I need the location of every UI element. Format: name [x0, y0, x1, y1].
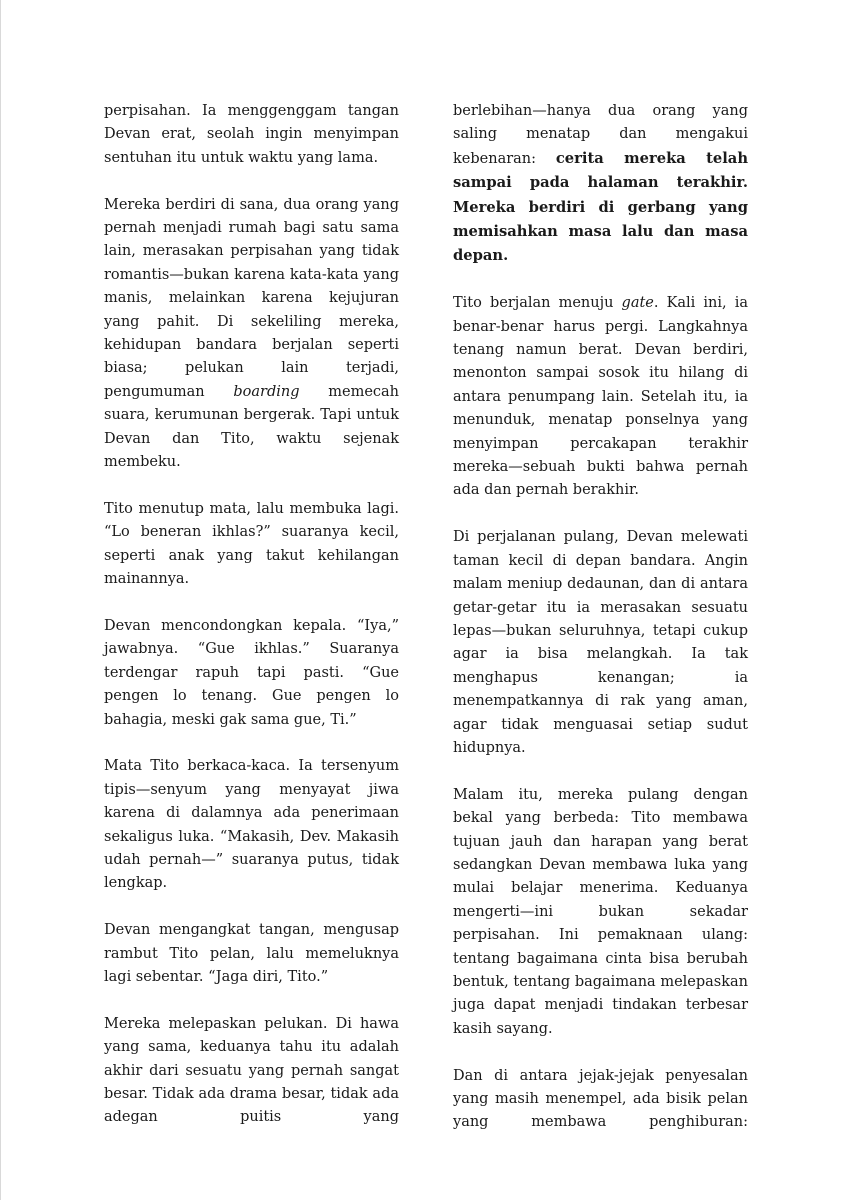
paragraph: Devan mencondongkan kepala. “Iya,” jawabnya. “Gue ikhlas.” Suaranya terdengar rapuh tapi pasti. “Gue pengen lo tenang. Gue pengen lo bahagia, meski gak sama gue, Ti.” [104, 617, 399, 728]
right-text-column [453, 100, 748, 1135]
paragraph: Di perjalanan pulang, Devan melewati taman kecil di depan bandara. Angin malam meniup dedaunan, dan di antara getar-getar itu ia merasakan sesuatu lepas—bukan seluruhnya, tetapi cukup agar ia bisa melangkah. Ia tak menghapus kenangan; ia menempatkannya di rak yang aman, agar tidak menguasai setiap sudut hidupnya. [453, 529, 748, 756]
paragraph: Tito menutup mata, lalu membuka lagi. “Lo beneran ikhlas?” suaranya kecil, seperti anak yang takut kehilangan mainannya. [104, 500, 399, 588]
paragraph: Mereka melepaskan pelukan. Di hawa yang sama, keduanya tahu itu adalah akhir dari sesuatu yang pernah sangat besar. Tidak ada drama besar, tidak ada adegan puitis yang [104, 1015, 399, 1126]
text-run: Mereka berdiri di sana, dua orang yang pernah menjadi rumah bagi satu sama lain, merasakan perpisahan yang tidak romantis—bukan karena kata-kata yang manis, melainkan karena kejujuran yang pahit. Di sekeliling mereka, kehidupan bandara berjalan seperti biasa; pelukan lain terjadi, pengumuman [104, 196, 399, 400]
paragraph [453, 100, 748, 269]
text-run: memecah suara, kerumunan bergerak. Tapi untuk Devan dan Tito, waktu sejenak membeku. [104, 383, 399, 471]
left-text-column [104, 100, 399, 1130]
text-run: . Kali ini, ia benar-benar harus pergi. Langkahnya tenang namun berat. Devan berdiri, menonton sampai sosok itu hilang di antara penumpang lain. Setelah itu, ia menunduk, menatap ponselnya yang menyimpan percakapan terakhir mereka—sebuah bukti bahwa pernah ada dan pernah berakhir. [453, 295, 748, 499]
paragraph: Dan di antara jejak-jejak penyesalan yang masih menempel, ada bisik pelan yang membawa penghiburan: [453, 1067, 748, 1131]
paragraph: Mata Tito berkaca-kaca. Ia tersenyum tipis—senyum yang menyayat jiwa karena di dalamnya ada penerimaan sekaligus luka. “Makasih, Dev. Makasih udah pernah—” suaranya putus, tidak lengkap. [104, 758, 399, 892]
text-run: Tito berjalan menuju [453, 295, 622, 312]
paragraph: Devan mengangkat tangan, mengusap rambut Tito pelan, lalu memeluknya lagi sebentar. “Jaga diri, Tito.” [104, 922, 399, 985]
paragraph [104, 194, 399, 475]
italic-term: gate [621, 295, 654, 312]
text-run: berlebihan—hanya dua orang yang saling menatap dan mengakui kebenaran: [453, 103, 748, 167]
paragraph: Malam itu, mereka pulang dengan bekal yang berbeda: Tito membawa tujuan jauh dan harapan yang berat sedangkan Devan membawa luka yang mulai belajar menerima. Keduanya mengerti—ini bukan sekadar perpisahan. Ini pemaknaan ulang: tentang bagaimana cinta bisa berubah bentuk, tentang bagaimana melepaskan juga dapat menjadi tindakan terbesar kasih sayang. [453, 786, 748, 1037]
italic-term: boarding [233, 383, 300, 400]
bold-passage: cerita mereka telah sampai pada halaman terakhir. Mereka berdiri di gerbang yang memisahkan masa lalu dan masa depan. [453, 149, 749, 265]
paragraph: perpisahan. Ia menggenggam tangan Devan erat, seolah ingin menyimpan sentuhan itu untuk waktu yang lama. [104, 103, 399, 166]
paragraph [453, 292, 748, 503]
